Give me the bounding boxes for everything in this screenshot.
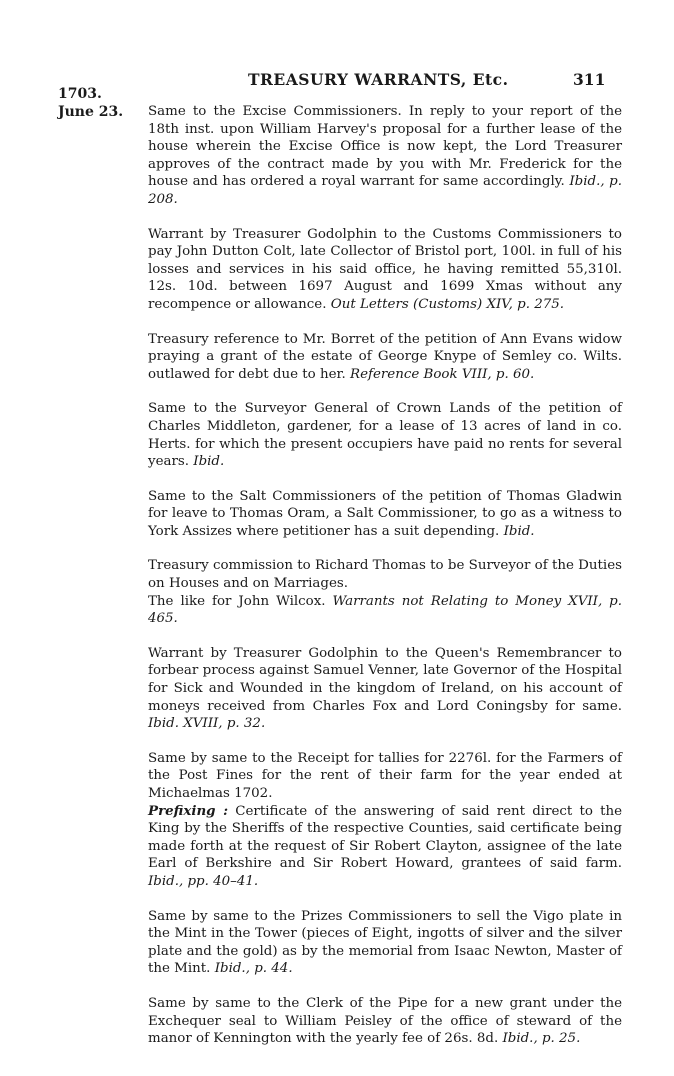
entry-reference: Ibid. <box>193 454 225 470</box>
entry-6 <box>148 557 622 627</box>
entry-8 <box>148 750 622 891</box>
entry-4 <box>148 400 622 470</box>
entry-subtext: The like for John Wilcox. <box>148 593 326 609</box>
entry-text: Warrant by Treasurer Godolphin to the Customs Commissioners to pay John Dutton Colt, late Collector of Bristol port, 100l. in full of his losses and services in his said office, he having remitted 55,310l. 12s. 10d. between 1697 August and 1699 Xmas without any recompence or allowance. <box>148 226 622 312</box>
entry-1 <box>148 103 622 209</box>
entry-9 <box>148 908 622 978</box>
entry-text: Same by same to the Clerk of the Pipe for a new grant under the Exchequer seal to William Peisley of the office of steward of the manor of Kennington with the yearly fee of 26s. 8d. <box>148 995 622 1047</box>
entry-reference: Ibid. XVIII, p. 32. <box>148 716 266 732</box>
entry-text: Same to the Surveyor General of Crown Lands of the petition of Charles Middleton, gardener, for a lease of 13 acres of land in co. Herts. for which the present occupiers have paid no rents for several years. <box>148 401 622 470</box>
entry-2 <box>148 226 622 314</box>
entry-text: Same by same to the Receipt for tallies for 2276l. for the Farmers of the Post Fines for the rent of their farm for the year ended at Michaelmas 1702. <box>148 750 622 801</box>
entry-text: Same to the Excise Commissioners. In reply to your report of the 18th inst. upon William Harvey's proposal for a further lease of the house wherein the Excise Office is now kept, the Lord Treasurer approves of the contract made by you with Mr. Frederick for the house and has ordered a royal warrant for same accordingly. <box>148 104 622 190</box>
entry-text: Treasury reference to Mr. Borret of the petition of Ann Evans widow praying a grant of the estate of George Knype of Semley co. Wilts. outlawed for debt due to her. <box>148 331 622 382</box>
margin-year: 1703. <box>58 86 102 102</box>
entry-text: Same to the Salt Commissioners of the petition of Thomas Gladwin for leave to Thomas Oram, a Salt Commissioner, to go as a witness to York Assizes where petitioner has a suit depending. <box>148 488 622 539</box>
entry-reference: Reference Book VIII, p. 60. <box>350 366 535 382</box>
entry-reference: Ibid., p. 44. <box>214 961 293 977</box>
entry-3 <box>148 331 622 384</box>
document-body <box>148 103 622 1065</box>
entry-text: Same by same to the Prizes Commissioners to sell the Vigo plate in the Mint in the Tower (pieces of Eight, ingotts of silver and the silver plate and the gold) as by the memorial from Isaac Newton, Master of the Mint. <box>148 908 622 977</box>
entry-reference: Out Letters (Customs) XIV, p. 275. <box>330 296 565 312</box>
entry-text: Warrant by Treasurer Godolphin to the Queen's Remembrancer to forbear process against Samuel Venner, late Governor of the Hospital for Sick and Wounded in the kingdom of Ireland, on his account of moneys received from Charles Fox and Lord Coningsby for same. <box>148 645 622 714</box>
entry-reference: Warrants not Relating to Money XVII, p. 465. <box>148 593 623 627</box>
page-number: 311 <box>573 70 606 89</box>
running-title: TREASURY WARRANTS, Etc. <box>248 70 509 89</box>
entry-reference: Ibid., p. 208. <box>148 174 622 207</box>
entry-10 <box>148 995 622 1048</box>
entry-reference: Ibid., pp. 40–41. <box>148 873 259 889</box>
entry-5 <box>148 488 622 541</box>
entry-reference: Ibid., p. 25. <box>502 1031 581 1047</box>
entry-text: Treasury commission to Richard Thomas to be Surveyor of the Duties on Houses and on Marriages. <box>148 558 622 592</box>
entry-reference: Ibid. <box>503 523 535 539</box>
margin-date: June 23. <box>58 104 124 120</box>
entry-label: Prefixing : <box>148 802 229 819</box>
entry-7 <box>148 645 622 733</box>
entry-subtext: Certificate of the answering of said rent direct to the King by the Sheriffs of the respective Counties, said certificate being made forth at the request of Sir Robert Clayton, assignee of the late Earl of Berkshire and Sir Robert Howard, grantees of said farm. <box>148 803 622 872</box>
